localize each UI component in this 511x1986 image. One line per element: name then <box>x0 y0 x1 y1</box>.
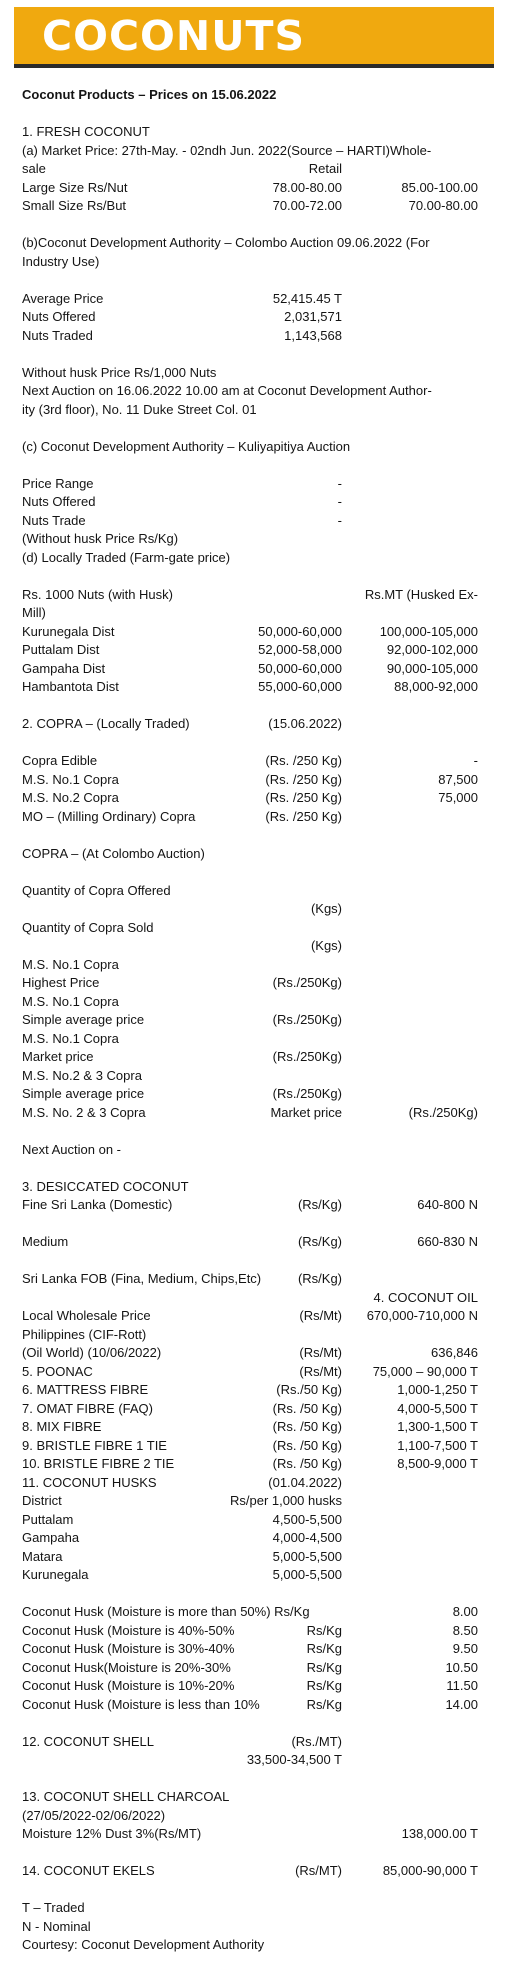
item-label: 2. COPRA – (Locally Traded) <box>22 716 190 731</box>
list-item <box>22 327 478 345</box>
item-label: Rs. 1000 Nuts (with Husk) <box>22 586 173 602</box>
list-item <box>22 1122 478 1140</box>
list-item <box>22 438 478 456</box>
item-value: 8,500-9,000 T <box>397 1456 478 1471</box>
list-item <box>22 1714 478 1732</box>
list-item <box>22 253 478 271</box>
list-item <box>22 1659 478 1677</box>
item-unit: (Rs. /250 Kg) <box>265 790 342 805</box>
list-item <box>22 1400 478 1418</box>
list-item <box>22 1067 478 1085</box>
item-unit: (Rs./250Kg) <box>272 1012 342 1027</box>
item-value: 11.50 <box>446 1678 478 1693</box>
list-item <box>22 1733 478 1751</box>
item-label: 13. COCONUT SHELL CHARCOAL <box>22 1789 230 1804</box>
item-label: M.S. No.1 Copra <box>22 956 119 972</box>
item-unit: (Rs. /50 Kg) <box>272 1456 342 1471</box>
list-item <box>22 1862 478 1880</box>
item-value: 75,000 – 90,000 T <box>372 1363 478 1379</box>
list-item <box>22 1640 478 1658</box>
item-label: M.S. No.1 Copra <box>22 771 119 787</box>
item-value: 70.00-80.00 <box>408 198 478 213</box>
list-item <box>22 789 478 807</box>
list-item <box>22 1030 478 1048</box>
item-unit: 1,143,568 <box>284 327 342 343</box>
list-item <box>22 1825 478 1843</box>
item-unit: (Rs. /250 Kg) <box>265 771 342 787</box>
list-item <box>22 382 478 400</box>
item-unit: (Rs./250Kg) <box>272 975 342 990</box>
list-item <box>22 752 478 770</box>
item-unit: (Rs./50 Kg) <box>276 1382 342 1397</box>
list-item <box>22 1603 478 1621</box>
list-item <box>22 1141 478 1159</box>
item-label: Sri Lanka FOB (Fina, Medium, Chips,Etc) <box>22 1271 262 1286</box>
item-label: 7. OMAT FIBRE (FAQ) <box>22 1400 153 1416</box>
item-label: M.S. No. 2 & 3 Copra <box>22 1104 146 1120</box>
item-unit: Rs/Kg <box>306 1696 342 1712</box>
list-item <box>22 1270 478 1288</box>
list-item <box>22 1159 478 1177</box>
item-unit: 78.00-80.00 <box>272 179 342 195</box>
item-label: (c) Coconut Development Authority – Kuliyapitiya Auction <box>22 438 351 454</box>
list-item <box>22 900 478 918</box>
list-item <box>22 919 478 937</box>
list-item <box>22 1233 478 1251</box>
list-item <box>22 678 478 696</box>
item-value: 4. COCONUT OIL <box>373 1289 478 1305</box>
item-label: Nuts Offered <box>22 309 96 324</box>
list-item <box>22 1363 478 1381</box>
item-value: 14.00 <box>445 1696 478 1712</box>
list-item <box>22 1048 478 1066</box>
list-item <box>22 808 478 826</box>
item-unit: Rs/Kg <box>306 1641 342 1656</box>
item-label: 11. COCONUT HUSKS <box>22 1474 157 1490</box>
item-unit: 2,031,571 <box>284 309 342 324</box>
list-item <box>22 1196 478 1214</box>
list-item <box>22 419 478 437</box>
item-unit: 5,000-5,500 <box>272 1548 342 1564</box>
list-item <box>22 1289 478 1307</box>
list-item <box>22 1178 478 1196</box>
list-item <box>22 1585 478 1603</box>
item-label: 12. COCONUT SHELL <box>22 1733 154 1749</box>
list-item <box>22 993 478 1011</box>
item-label: (Without husk Price Rs/Kg) <box>22 531 179 546</box>
list-item <box>22 641 478 659</box>
list-item <box>22 364 478 382</box>
item-label: Nuts Offered <box>22 494 96 509</box>
item-unit: (Kgs) <box>310 938 342 953</box>
item-unit: 4,000-4,500 <box>272 1530 342 1545</box>
list-item <box>22 1622 478 1640</box>
list-item <box>22 345 478 363</box>
list-item <box>22 530 478 548</box>
list-item <box>22 1844 478 1862</box>
list-item <box>22 1326 478 1344</box>
item-unit: (Rs/Mt) <box>299 1308 342 1323</box>
list-item <box>22 1011 478 1029</box>
list-item <box>22 1455 478 1473</box>
item-unit: Retail <box>308 161 342 176</box>
list-item <box>22 234 478 252</box>
list-item <box>22 863 478 881</box>
list-item <box>22 1677 478 1695</box>
list-item <box>22 512 478 530</box>
item-unit: - <box>337 494 342 509</box>
item-label: Philippines (CIF-Rott) <box>22 1326 147 1342</box>
list-item <box>22 771 478 789</box>
list-item <box>22 1807 478 1825</box>
item-unit: 33,500-34,500 T <box>246 1752 342 1767</box>
list-item <box>22 1492 478 1510</box>
item-label: (a) Market Price: 27th-May. - 02ndh Jun. 2022(Source – HARTI)Whole- <box>22 142 432 158</box>
banner-title: COCONUTS <box>42 12 305 60</box>
item-value: - <box>473 753 478 768</box>
list-item <box>22 1788 478 1806</box>
item-label: Coconut Husk (Moisture is more than 50%) Rs/Kg <box>22 1604 310 1619</box>
list-item <box>22 160 478 178</box>
item-label: Courtesy: Coconut Development Authority <box>22 1937 265 1952</box>
item-label: 9. BRISTLE FIBRE 1 TIE <box>22 1437 167 1453</box>
item-label: M.S. No.1 Copra <box>22 993 119 1009</box>
item-label: District <box>22 1493 62 1508</box>
item-label: 1. FRESH COCONUT <box>22 124 150 139</box>
item-unit: (Rs. /250 Kg) <box>265 753 342 768</box>
list-item <box>22 1899 478 1917</box>
item-value: 8.00 <box>452 1604 478 1619</box>
list-item <box>22 197 478 215</box>
item-value: 10.50 <box>445 1659 478 1675</box>
item-label: Moisture 12% Dust 3%(Rs/MT) <box>22 1826 202 1841</box>
list-item <box>22 1770 478 1788</box>
item-label: Average Price <box>22 290 104 306</box>
item-unit: (Rs/MT) <box>295 1863 342 1878</box>
item-label: Small Size Rs/But <box>22 198 127 213</box>
item-label: N - Nominal <box>22 1918 91 1934</box>
item-value: 75,000 <box>438 790 478 805</box>
item-label: Nuts Traded <box>22 327 93 343</box>
item-label: Without husk Price Rs/1,000 Nuts <box>22 364 217 380</box>
item-unit: (01.04.2022) <box>268 1474 342 1490</box>
item-label: Fine Sri Lanka (Domestic) <box>22 1197 173 1212</box>
title-banner <box>14 7 494 64</box>
list-item <box>22 715 478 733</box>
item-value: 640-800 N <box>417 1197 478 1212</box>
item-unit: (Rs./250Kg) <box>272 1086 342 1101</box>
list-item <box>22 956 478 974</box>
list-item <box>22 1215 478 1233</box>
item-label: Medium <box>22 1234 69 1249</box>
list-item <box>22 1418 478 1436</box>
item-value: 1,100-7,500 T <box>397 1437 478 1453</box>
list-item <box>22 1529 478 1547</box>
item-unit: - <box>337 475 342 491</box>
item-label: Industry Use) <box>22 253 100 269</box>
list-item <box>22 937 478 955</box>
item-unit: - <box>337 512 342 528</box>
item-value: 88,000-92,000 <box>394 679 478 694</box>
item-unit: (Rs/Kg) <box>297 1271 342 1286</box>
item-label: T – Traded <box>22 1900 85 1915</box>
item-label: Puttalam Dist <box>22 642 100 657</box>
list-item <box>22 623 478 641</box>
item-label: 14. COCONUT EKELS <box>22 1863 155 1878</box>
item-label: Coconut Husk (Moisture is 10%-20% <box>22 1678 235 1693</box>
item-label: Next Auction on - <box>22 1141 121 1157</box>
item-unit: (Rs/Kg) <box>297 1197 342 1212</box>
item-label: Quantity of Copra Offered <box>22 882 171 898</box>
item-label: Matara <box>22 1548 63 1564</box>
item-label: M.S. No.2 Copra <box>22 790 119 805</box>
list-item <box>22 974 478 992</box>
list-item <box>22 845 478 863</box>
item-label: MO – (Milling Ordinary) Copra <box>22 808 196 824</box>
item-label: Simple average price <box>22 1012 145 1027</box>
item-label: 3. DESICCATED COCONUT <box>22 1178 189 1194</box>
list-item <box>22 216 478 234</box>
item-value: 9.50 <box>452 1641 478 1656</box>
list-item <box>22 567 478 585</box>
item-value: 636,846 <box>431 1345 478 1360</box>
list-item <box>22 179 478 197</box>
list-item <box>22 1751 478 1769</box>
item-label: Kurunegala <box>22 1567 89 1582</box>
item-label: Price Range <box>22 475 94 491</box>
item-label: 6. MATTRESS FIBRE <box>22 1382 149 1397</box>
item-label: Gampaha <box>22 1530 80 1545</box>
list-item <box>22 1696 478 1714</box>
item-label: 10. BRISTLE FIBRE 2 TIE <box>22 1456 175 1471</box>
item-unit: (Rs./MT) <box>291 1733 342 1749</box>
list-item <box>22 1511 478 1529</box>
item-value: 1,300-1,500 T <box>397 1419 478 1434</box>
item-label: Gampaha Dist <box>22 660 106 676</box>
list-item <box>22 604 478 622</box>
item-unit: 50,000-60,000 <box>258 660 342 676</box>
item-value: 85,000-90,000 T <box>382 1863 478 1878</box>
list-item <box>22 1881 478 1899</box>
item-unit: (Rs. /50 Kg) <box>272 1437 342 1453</box>
item-unit: 52,000-58,000 <box>258 642 342 657</box>
item-unit: Rs/Kg <box>306 1622 342 1638</box>
item-value: 138,000.00 T <box>401 1826 478 1841</box>
item-label: Coconut Husk (Moisture is less than 10% <box>22 1696 260 1712</box>
list-item <box>22 401 478 419</box>
list-item <box>22 1307 478 1325</box>
item-value: Rs.MT (Husked Ex- <box>364 586 478 602</box>
item-value: 92,000-102,000 <box>386 642 478 657</box>
item-unit: (15.06.2022) <box>268 716 342 731</box>
item-value: 660-830 N <box>417 1234 478 1249</box>
item-unit: 52,415.45 T <box>272 290 342 306</box>
list-item <box>22 549 478 567</box>
item-label: Next Auction on 16.06.2022 10.00 am at Coconut Development Author- <box>22 383 432 398</box>
item-label: Market price <box>22 1049 94 1064</box>
item-unit: Rs/Kg <box>306 1678 342 1693</box>
item-label: Coconut Husk (Moisture is 30%-40% <box>22 1641 235 1656</box>
item-value: 87,500 <box>438 771 478 787</box>
item-label: (d) Locally Traded (Farm-gate price) <box>22 549 231 565</box>
item-label: Large Size Rs/Nut <box>22 179 128 195</box>
item-label: Local Wholesale Price <box>22 1308 151 1323</box>
list-item <box>22 1474 478 1492</box>
item-unit: (Rs/Mt) <box>299 1345 342 1360</box>
item-unit: (Rs. /50 Kg) <box>272 1419 342 1434</box>
item-unit: Rs/per 1,000 husks <box>229 1493 342 1508</box>
list-item <box>22 493 478 511</box>
item-label: Quantity of Copra Sold <box>22 919 154 935</box>
list-item <box>22 586 478 604</box>
item-unit: 4,500-5,500 <box>272 1511 342 1527</box>
item-label: Copra Edible <box>22 753 98 768</box>
list-item <box>22 1381 478 1399</box>
item-value: 1,000-1,250 T <box>397 1382 478 1397</box>
item-label: (b)Coconut Development Authority – Colombo Auction 09.06.2022 (For <box>22 235 430 250</box>
item-label: Simple average price <box>22 1086 145 1101</box>
item-value: 4,000-5,500 T <box>397 1400 478 1416</box>
item-label: Hambantota Dist <box>22 679 119 694</box>
list-item <box>22 1104 478 1122</box>
item-value: 85.00-100.00 <box>401 179 478 195</box>
item-label: Nuts Trade <box>22 512 86 528</box>
list-item <box>22 1566 478 1584</box>
item-label: Mill) <box>22 605 46 620</box>
list-item <box>22 308 478 326</box>
item-label: Coconut Husk(Moisture is 20%-30% <box>22 1659 231 1675</box>
item-value: 90,000-105,000 <box>386 660 478 676</box>
list-item <box>22 475 478 493</box>
list-item <box>22 123 478 141</box>
list-item <box>22 1085 478 1103</box>
item-unit: (Kgs) <box>310 901 342 916</box>
item-value: (Rs./250Kg) <box>408 1104 478 1120</box>
item-unit: (Rs. /50 Kg) <box>272 1400 342 1416</box>
list-item <box>22 1936 478 1954</box>
list-item <box>22 734 478 752</box>
list-item <box>22 826 478 844</box>
list-item <box>22 882 478 900</box>
item-unit: Market price <box>270 1104 342 1120</box>
item-unit: 5,000-5,500 <box>272 1567 342 1582</box>
item-value: 100,000-105,000 <box>379 623 478 639</box>
item-label: Puttalam <box>22 1511 74 1527</box>
item-value: 8.50 <box>452 1622 478 1638</box>
item-label: Coconut Husk (Moisture is 40%-50% <box>22 1622 235 1638</box>
item-unit: 50,000-60,000 <box>258 623 342 639</box>
item-label: 8. MIX FIBRE <box>22 1419 102 1434</box>
item-label: (27/05/2022-02/06/2022) <box>22 1807 166 1823</box>
list-item <box>22 271 478 289</box>
item-unit: (Rs/Mt) <box>299 1363 342 1379</box>
item-label: COPRA – (At Colombo Auction) <box>22 845 205 861</box>
item-label: M.S. No.2 & 3 Copra <box>22 1067 142 1083</box>
item-unit: (Rs/Kg) <box>297 1234 342 1249</box>
item-unit: (Rs. /250 Kg) <box>265 808 342 824</box>
list-item <box>22 456 478 474</box>
list-item <box>22 660 478 678</box>
list-item <box>22 1918 478 1936</box>
page-heading: Coconut Products – Prices on 15.06.2022 <box>22 87 277 102</box>
item-unit: (Rs./250Kg) <box>272 1049 342 1064</box>
list-item <box>22 1437 478 1455</box>
list-item <box>22 1548 478 1566</box>
item-label: sale <box>22 161 46 176</box>
banner-underline <box>14 64 494 68</box>
list-item <box>22 290 478 308</box>
item-label: 5. POONAC <box>22 1363 93 1379</box>
item-label: M.S. No.1 Copra <box>22 1030 119 1046</box>
item-unit: 70.00-72.00 <box>272 198 342 213</box>
list-item <box>22 142 478 160</box>
item-value: 670,000-710,000 N <box>366 1308 478 1323</box>
list-item <box>22 1252 478 1270</box>
item-label: Highest Price <box>22 975 100 990</box>
item-label: ity (3rd floor), No. 11 Duke Street Col. 01 <box>22 401 257 417</box>
list-item <box>22 1344 478 1362</box>
item-label: (Oil World) (10/06/2022) <box>22 1345 162 1360</box>
item-label: Kurunegala Dist <box>22 623 115 639</box>
list-item <box>22 697 478 715</box>
item-unit: Rs/Kg <box>306 1659 342 1675</box>
item-unit: 55,000-60,000 <box>258 679 342 694</box>
